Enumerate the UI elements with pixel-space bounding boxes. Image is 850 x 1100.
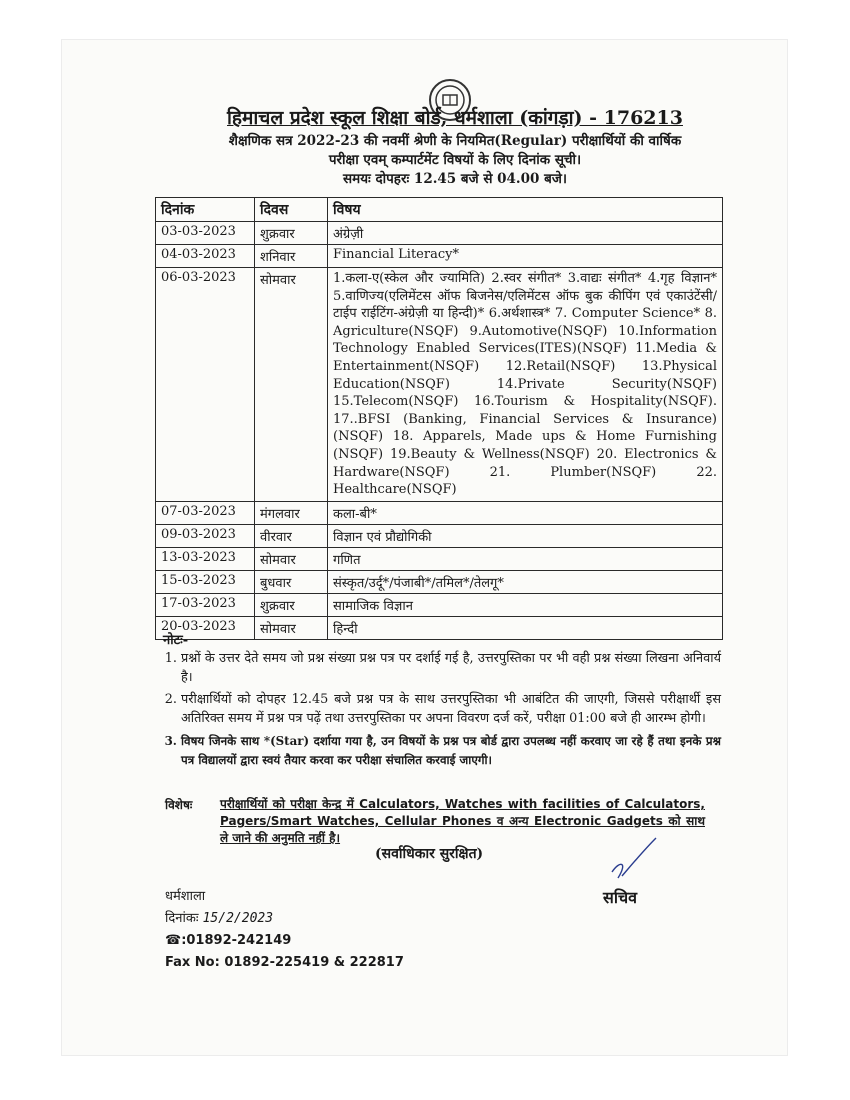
signature-icon [598, 832, 658, 892]
row-subject: अंग्रेज़ी [328, 222, 723, 245]
table-row [156, 547, 723, 570]
row-day: शनिवार [255, 245, 328, 268]
special-text: परीक्षार्थियों को परीक्षा केन्द्र में Calculators, Watches with facilities of Calculators, Pagers/Smart Watches, Cellular Phones व अन्य Electronic Gadgets को साथ ले जाने की अनुमति नहीं है। [220, 797, 705, 845]
row-subject: 1.कला-ए(स्केल और ज्यामिति) 2.स्वर संगीत* 3.वाद्यः संगीत* 4.गृह विज्ञान* 5.वाणिज्य(एलिमेंटस ऑफ बिजनेस/एलिमेंटस ऑफ बुक कीपिंग एवं एकाउंटेंसी/टाईप राईटिंग-अंग्रेज़ी या हिन्दी)* 6.अर्थशास्त्र* 7. Computer Science* 8. Agriculture(NSQF) 9.Automotive(NSQF) 10.Information Technology Enabled Services(ITES)(NSQF) 11.Media & Entertainment(NSQF) 12.Retail(NSQF) 13.Physical Education(NSQF) 14.Private Security(NSQF) 15.Telecom(NSQF) 16.Tourism & Hospitality(NSQF). 17..BFSI (Banking, Financial Services & Insurance) (NSQF) 18. Apparels, Made ups & Home Furnishing (NSQF) 19.Beauty & Wellness(NSQF) 20. Electronics & Hardware(NSQF) 21. Plumber(NSQF) 22. Healthcare(NSQF) [328, 268, 723, 502]
table-row [156, 268, 723, 502]
issue-date-value: 15/2/2023 [202, 911, 274, 926]
issue-date-label: दिनांकः [165, 911, 199, 926]
row-day: मंगलवार [255, 501, 328, 524]
row-date: 17-03-2023 [156, 593, 255, 616]
subtitle-line-2: परीक्षा एवम् कम्पार्टमेंट विषयों के लिए दिनांक सूची। [328, 152, 582, 168]
row-subject: गणित [328, 547, 723, 570]
notes-list [163, 650, 721, 773]
table-row [156, 245, 723, 268]
signatory-title: सचिव [603, 888, 638, 907]
phone-number: ☎:01892-242149 [165, 933, 292, 948]
rights-reserved: (सर्वाधिकार सुरक्षित) [375, 846, 484, 862]
row-date: 04-03-2023 [156, 245, 255, 268]
row-subject: विज्ञान एवं प्रौद्योगिकी [328, 524, 723, 547]
row-date: 06-03-2023 [156, 268, 255, 502]
row-date: 03-03-2023 [156, 222, 255, 245]
row-day: शुक्रवार [255, 222, 328, 245]
row-date: 15-03-2023 [156, 570, 255, 593]
notes-heading: नोटः- [163, 633, 189, 648]
table-row [156, 570, 723, 593]
row-subject: कला-बी* [328, 501, 723, 524]
exam-time: समयः दोपहरः 12.45 बजे से 04.00 बजे। [343, 171, 567, 187]
special-label: विशेषः [165, 798, 193, 812]
row-day: शुक्रवार [255, 593, 328, 616]
row-date: 07-03-2023 [156, 501, 255, 524]
row-subject: सामाजिक विज्ञान [328, 593, 723, 616]
row-subject: संस्कृत/उर्दू*/पंजाबी*/तमिल*/तेलगू* [328, 570, 723, 593]
row-date: 20-03-2023 [156, 616, 255, 639]
table-header-row [156, 198, 723, 222]
row-day: बुधवार [255, 570, 328, 593]
footer-info [165, 886, 404, 974]
table-row [156, 593, 723, 616]
table-row [156, 501, 723, 524]
row-date: 13-03-2023 [156, 547, 255, 570]
board-title: हिमाचल प्रदेश स्कूल शिक्षा बोर्ड, धर्मशाला (कांगड़ा) - 176213 [227, 107, 683, 129]
row-day: सोमवार [255, 616, 328, 639]
header-day: दिवस [255, 198, 328, 222]
header-date: दिनांक [156, 198, 255, 222]
note-item: 3. विषय जिनके साथ *(Star) दर्शाया गया है, उन विषयों के प्रश्न पत्र बोर्ड द्वारा उपलब्ध नहीं करवाए जा रहे हैं तथा इनके प्रश्न पत्र विद्यालयों द्वारा स्वयं तैयार करवा कर परीक्षा संचालित करवाई जाएगी। [181, 732, 721, 769]
note-item: 2. परीक्षार्थियों को दोपहर 12.45 बजे प्रश्न पत्र के साथ उत्तरपुस्तिका भी आबंटित की जाएगी, जिससे परीक्षार्थी इस अतिरिक्त समय में प्रश्न पत्र पढ़ें तथा उत्तरपुस्तिका पर अपना विवरण दर्ज करें, परीक्षा 01:00 बजे ही आरम्भ होगी। [181, 691, 721, 728]
fax-number: Fax No: 01892-225419 & 222817 [165, 955, 404, 970]
table-row [156, 524, 723, 547]
exam-subtitle [150, 132, 760, 189]
row-day: सोमवार [255, 547, 328, 570]
table-row [156, 222, 723, 245]
note-item: 1. प्रश्नों के उत्तर देते समय जो प्रश्न संख्या प्रश्न पत्र पर दर्शाई गई है, उत्तरपुस्तिका पर भी वही प्रश्न संख्या लिखना अनिवार्य है। [181, 650, 721, 687]
datesheet-table [155, 197, 723, 640]
issue-date-line [165, 908, 404, 930]
row-day: वीरवार [255, 524, 328, 547]
header-subject: विषय [328, 198, 723, 222]
row-date: 09-03-2023 [156, 524, 255, 547]
row-subject: हिन्दी [328, 616, 723, 639]
subtitle-line-1: शैक्षणिक सत्र 2022-23 की नवमीं श्रेणी के नियमित(Regular) परीक्षार्थियों की वार्षिक [228, 133, 682, 149]
row-subject: Financial Literacy* [328, 245, 723, 268]
table-row [156, 616, 723, 639]
issue-place: धर्मशाला [165, 889, 206, 904]
row-day: सोमवार [255, 268, 328, 502]
